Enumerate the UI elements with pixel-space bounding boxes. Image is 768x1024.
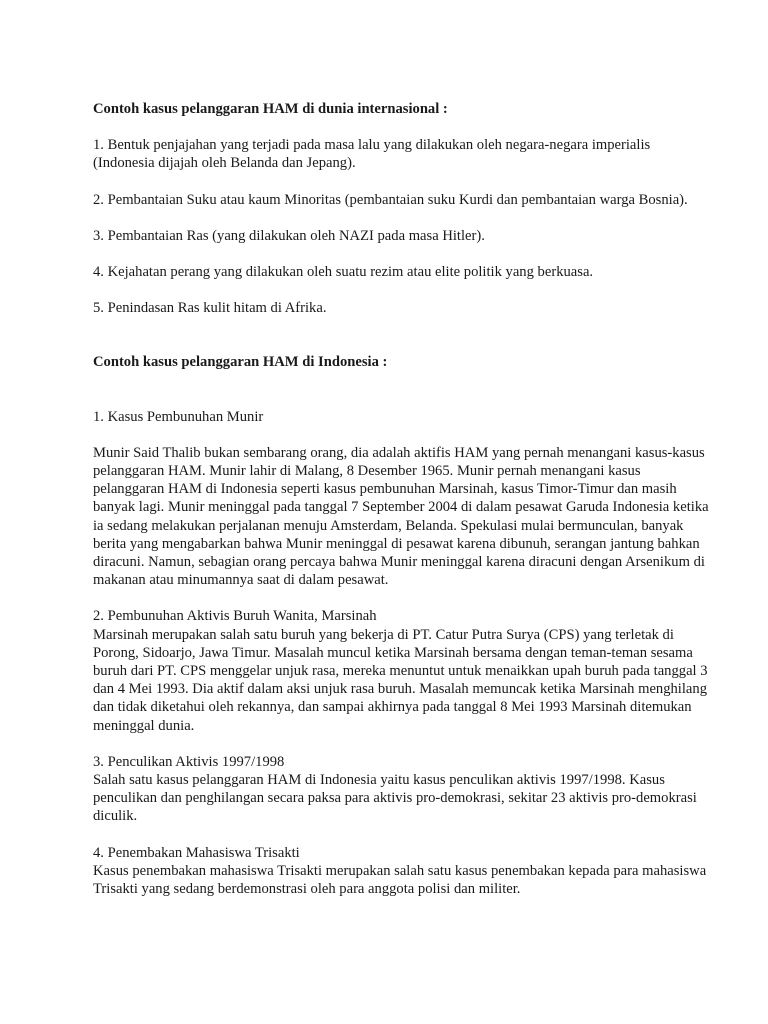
document-body — [93, 100, 713, 898]
case-body-2: Marsinah merupakan salah satu buruh yang bekerja di PT. Catur Putra Surya (CPS) yang terletak di Porong, Sidoarjo, Jawa Timur. Masalah muncul ketika Marsinah bersama dengan teman-teman sesama buruh dari PT. CPS menggelar unjuk rasa, mereka menuntut untuk menaikkan upah buruh pada tanggal 3 dan 4 Mei 1993. Dia aktif dalam aksi unjuk rasa buruh. Masalah memuncak ketika Marsinah menghilang dan tidak diketahui oleh rekannya, dan sampai akhirnya pada tanggal 8 Mei 1993 Marsinah ditemukan meninggal dunia. — [93, 626, 708, 734]
list-item-international-5: 5. Penindasan Ras kulit hitam di Afrika. — [93, 300, 327, 317]
list-item-international-1: 1. Bentuk penjajahan yang terjadi pada masa lalu yang dilakukan oleh negara-negara imperialis (Indonesia dijajah oleh Belanda dan Jepang). — [93, 137, 651, 172]
case-title-3: 3. Penculikan Aktivis 1997/1998 — [93, 753, 285, 770]
list-item-international-2: 2. Pembantaian Suku atau kaum Minoritas (pembantaian suku Kurdi dan pembantaian warga Bosnia). — [93, 191, 688, 208]
heading-indonesia: Contoh kasus pelanggaran HAM di Indonesia : — [93, 354, 388, 371]
case-title-4: 4. Penembakan Mahasiswa Trisakti — [93, 844, 300, 861]
case-body-1: Munir Said Thalib bukan sembarang orang, dia adalah aktifis HAM yang pernah menangani kasus-kasus pelanggaran HAM. Munir lahir di Malang, 8 Desember 1965. Munir pernah menangani kasus pelanggaran HAM di Indonesia seperti kasus pembunuhan Marsinah, kasus Timor-Timur dan masih banyak lagi. Munir meninggal pada tanggal 7 September 2004 di dalam pesawat Garuda Indonesia ketika ia sedang melakukan perjalanan menuju Amsterdam, Belanda. Spekulasi mulai bermunculan, banyak berita yang mengabarkan bahwa Munir meninggal di pesawat karena dibunuh, serangan jantung bahkan diracuni. Namun, sebagian orang percaya bahwa Munir meninggal karena diracuni dengan Arsenikum di makanan atau minumannya saat di dalam pesawat. — [93, 444, 709, 589]
heading-international: Contoh kasus pelanggaran HAM di dunia internasional : — [93, 101, 448, 117]
list-item-international-4: 4. Kejahatan perang yang dilakukan oleh suatu rezim atau elite politik yang berkuasa. — [93, 264, 594, 281]
case-body-4: Kasus penembakan mahasiswa Trisakti merupakan salah satu kasus penembakan kepada para mahasiswa Trisakti yang sedang berdemonstrasi oleh para anggota polisi dan militer. — [93, 862, 707, 898]
case-title-1: 1. Kasus Pembunuhan Munir — [93, 408, 264, 425]
list-item-international-3: 3. Pembantaian Ras (yang dilakukan oleh NAZI pada masa Hitler). — [93, 227, 485, 244]
case-body-3: Salah satu kasus pelanggaran HAM di Indonesia yaitu kasus penculikan aktivis 1997/1998. Kasus penculikan dan penghilangan secara paksa para aktivis pro-demokrasi, sekitar 23 aktivis pro-demokrasi diculik. — [93, 772, 697, 825]
case-title-2: 2. Pembunuhan Aktivis Buruh Wanita, Marsinah — [93, 608, 377, 625]
